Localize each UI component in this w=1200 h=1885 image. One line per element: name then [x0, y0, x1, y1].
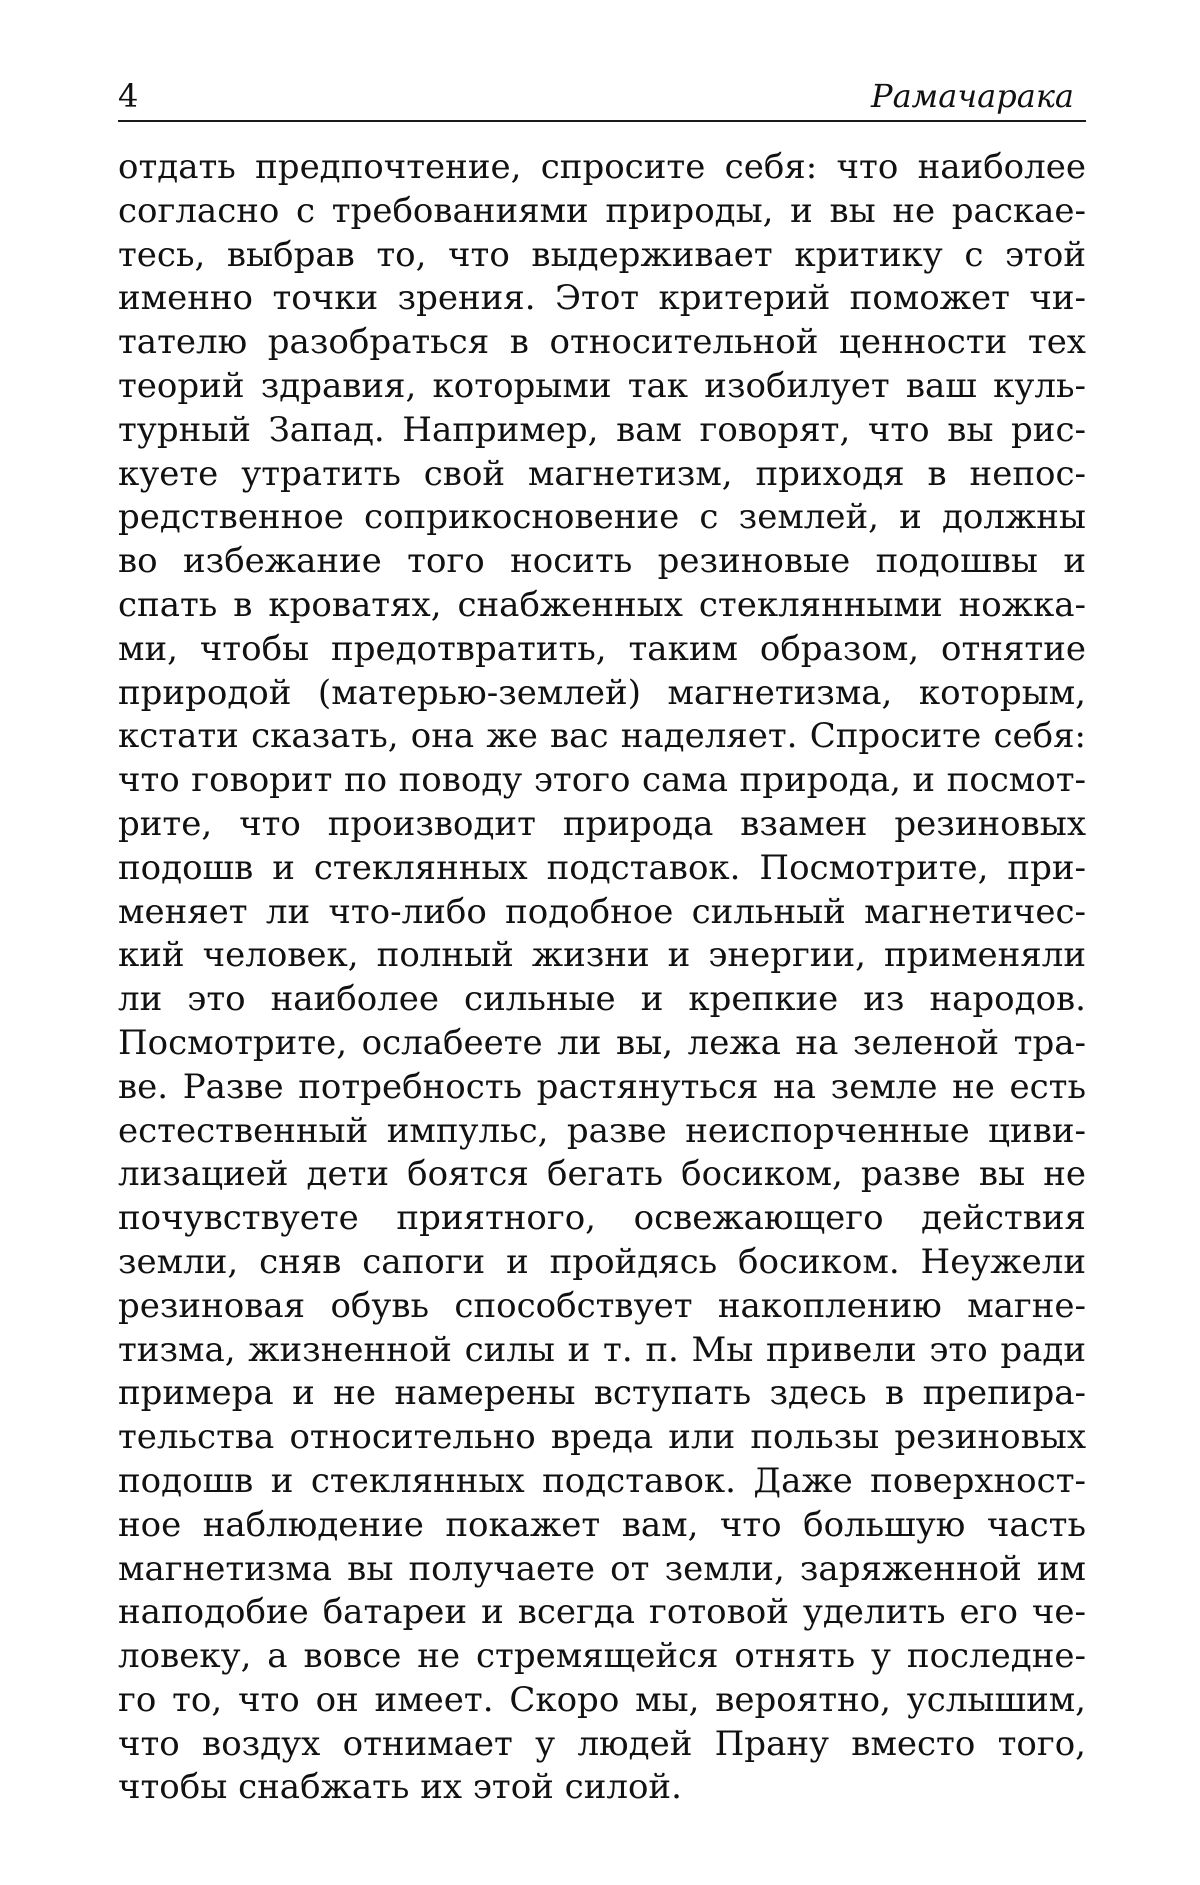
text-line: резиновая обувь способствует накоплению магне- — [118, 1285, 1086, 1326]
text-line: куете утратить свой магнетизм, приходя в непос- — [118, 453, 1086, 494]
text-line: спать в кроватях, снабженных стеклянными ножка- — [118, 584, 1086, 625]
text-line: тателю разобраться в относительной ценности тех — [118, 322, 1086, 363]
running-header — [118, 76, 1086, 122]
text-line: ве. Разве потребность растянуться на земле не есть — [118, 1066, 1086, 1107]
text-line: тельства относительно вреда или пользы резиновых — [118, 1417, 1086, 1458]
text-line: именно точки зрения. Этот критерий поможет чи- — [118, 278, 1086, 319]
body-text — [118, 146, 1086, 1810]
text-line: Посмотрите, ослабеете ли вы, лежа на зеленой тра- — [118, 1022, 1086, 1063]
text-line: наподобие батареи и всегда готовой уделить его че- — [118, 1592, 1086, 1633]
text-line: редственное соприкосновение с землей, и должны — [118, 497, 1086, 538]
text-line: что воздух отнимает у людей Прану вместо того, — [118, 1723, 1086, 1764]
text-line: отдать предпочтение, спросите себя: что наиболее — [118, 147, 1086, 187]
text-line: кстати сказать, она же вас наделяет. Спросите себя: — [118, 716, 1086, 757]
text-line: примера и не намерены вступать здесь в препира- — [118, 1373, 1086, 1414]
text-line: турный Запад. Например, вам говорят, что вы рис- — [118, 409, 1086, 450]
text-line: магнетизма вы получаете от земли, заряженной им — [118, 1548, 1086, 1589]
text-line: почувствуете приятного, освежающего действия — [118, 1198, 1086, 1239]
text-line: тесь, выбрав то, что выдерживает критику с этой — [118, 234, 1086, 275]
text-line: кий человек, полный жизни и энергии, применяли — [118, 935, 1086, 976]
text-line: меняет ли что-либо подобное сильный магнетичес- — [118, 891, 1086, 932]
text-line: естественный импульс, разве неиспорченные циви- — [118, 1110, 1086, 1151]
page-number: 4 — [118, 77, 139, 115]
text-line: ли это наиболее сильные и крепкие из народов. — [118, 979, 1086, 1020]
text-line: ловеку, а вовсе не стремящейся отнять у последне- — [118, 1636, 1086, 1677]
text-line: ми, чтобы предотвратить, таким образом, отнятие — [118, 628, 1086, 669]
text-line: ное наблюдение покажет вам, что большую часть — [118, 1504, 1086, 1545]
text-line: лизацией дети боятся бегать босиком, разве вы не — [118, 1154, 1086, 1195]
text-line: го то, что он имеет. Скоро мы, вероятно, услышим, — [118, 1679, 1086, 1720]
text-line: согласно с требованиями природы, и вы не раскае- — [118, 190, 1086, 231]
text-line: земли, сняв сапоги и пройдясь босиком. Неужели — [118, 1241, 1086, 1282]
text-line: что говорит по поводу этого сама природа, и посмот- — [118, 760, 1086, 801]
text-line: рите, что производит природа взамен резиновых — [118, 803, 1086, 844]
running-title: Рамачарака — [871, 77, 1074, 115]
text-line: природой (матерью-землей) магнетизма, которым, — [118, 672, 1086, 713]
text-line: чтобы снабжать их этой силой. — [118, 1767, 682, 1808]
text-line: во избежание того носить резиновые подошвы и — [118, 541, 1086, 582]
text-line: теорий здравия, которыми так изобилует ваш куль- — [118, 365, 1086, 406]
text-line: подошв и стеклянных подставок. Даже поверхност- — [118, 1460, 1086, 1501]
text-line: тизма, жизненной силы и т. п. Мы привели это ради — [118, 1329, 1086, 1370]
text-line: подошв и стеклянных подставок. Посмотрите, при- — [118, 847, 1086, 888]
